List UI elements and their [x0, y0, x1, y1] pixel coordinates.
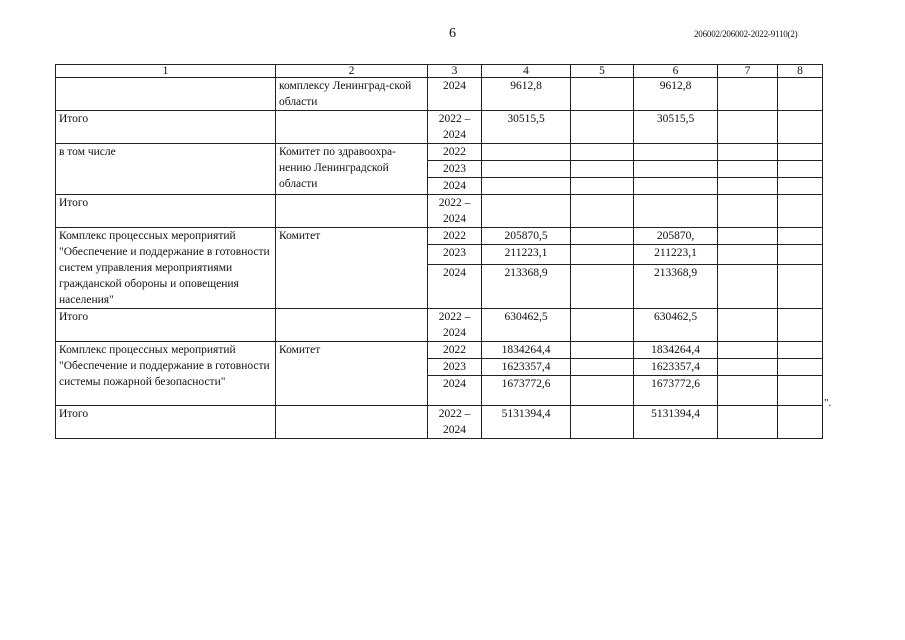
cell-regional: 1673772,6: [634, 376, 718, 406]
cell-total: 213368,9: [482, 264, 571, 308]
cell-executor: [276, 195, 428, 228]
cell-year: 2023: [428, 161, 482, 178]
column-header: 6: [634, 65, 718, 78]
cell-local: [718, 195, 778, 228]
cell-federal: [571, 178, 634, 195]
cell-regional: [634, 195, 718, 228]
column-header: 8: [778, 65, 823, 78]
cell-year: 2024: [428, 178, 482, 195]
cell-regional: 213368,9: [634, 264, 718, 308]
cell-regional: 211223,1: [634, 245, 718, 264]
cell-local: [718, 144, 778, 161]
cell-other: [778, 342, 823, 359]
table-row-total: [56, 195, 823, 228]
cell-federal: [571, 342, 634, 359]
cell-regional: 5131394,4: [634, 406, 718, 439]
cell-executor: Комитет: [276, 228, 428, 309]
document-id: 206002/206002-2022-9110(2): [694, 29, 798, 39]
cell-regional: 30515,5: [634, 111, 718, 144]
cell-local: [718, 359, 778, 376]
cell-regional: 1834264,4: [634, 342, 718, 359]
column-header: 2: [276, 65, 428, 78]
cell-other: [778, 264, 823, 308]
table-row-total: [56, 111, 823, 144]
cell-total: 211223,1: [482, 245, 571, 264]
cell-executor: [276, 111, 428, 144]
cell-total: 630462,5: [482, 309, 571, 342]
cell-other: [778, 195, 823, 228]
cell-executor: Комитет: [276, 342, 428, 406]
cell-year: 2022: [428, 342, 482, 359]
cell-local: [718, 111, 778, 144]
cell-regional: 630462,5: [634, 309, 718, 342]
cell-other: [778, 359, 823, 376]
cell-regional: [634, 144, 718, 161]
cell-other: [778, 309, 823, 342]
cell-federal: [571, 406, 634, 439]
column-header: 4: [482, 65, 571, 78]
column-header: 3: [428, 65, 482, 78]
cell-federal: [571, 195, 634, 228]
cell-program: Итого: [56, 111, 276, 144]
budget-table: [55, 64, 823, 439]
cell-other: [778, 78, 823, 111]
cell-executor: комплексу Ленинград-ской области: [276, 78, 428, 111]
cell-other: [778, 161, 823, 178]
cell-year: 2022 – 2024: [428, 111, 482, 144]
cell-year: 2023: [428, 245, 482, 264]
table-header-row: [56, 65, 823, 78]
table-row: [56, 228, 823, 245]
cell-total: [482, 144, 571, 161]
cell-year: 2022: [428, 144, 482, 161]
cell-year: 2022 – 2024: [428, 406, 482, 439]
cell-local: [718, 342, 778, 359]
cell-year: 2023: [428, 359, 482, 376]
cell-program: в том числе: [56, 144, 276, 195]
cell-other: [778, 406, 823, 439]
cell-total: 9612,8: [482, 78, 571, 111]
cell-federal: [571, 161, 634, 178]
cell-program: Итого: [56, 195, 276, 228]
cell-regional: 1623357,4: [634, 359, 718, 376]
cell-local: [718, 245, 778, 264]
cell-local: [718, 376, 778, 406]
cell-other: [778, 245, 823, 264]
cell-total: [482, 195, 571, 228]
cell-year: 2022: [428, 228, 482, 245]
cell-regional: 9612,8: [634, 78, 718, 111]
cell-program: Итого: [56, 406, 276, 439]
cell-total: 205870,5: [482, 228, 571, 245]
cell-federal: [571, 245, 634, 264]
cell-other: [778, 228, 823, 245]
cell-regional: [634, 178, 718, 195]
closing-quote-mark: ".: [824, 397, 832, 409]
cell-total: 5131394,4: [482, 406, 571, 439]
cell-program: Итого: [56, 309, 276, 342]
cell-year: 2022 – 2024: [428, 195, 482, 228]
cell-year: 2022 – 2024: [428, 309, 482, 342]
cell-program: Комплекс процессных мероприятий "Обеспечение и поддержание в готовности системы пожарной безопасности": [56, 342, 276, 406]
cell-other: [778, 178, 823, 195]
cell-executor: [276, 406, 428, 439]
cell-federal: [571, 309, 634, 342]
cell-program: Комплекс процессных мероприятий "Обеспечение и поддержание в готовности систем управления мероприятиями гражданской обороны и оповещения населения": [56, 228, 276, 309]
cell-total: 1623357,4: [482, 359, 571, 376]
cell-total: 1834264,4: [482, 342, 571, 359]
cell-total: 30515,5: [482, 111, 571, 144]
cell-total: 1673772,6: [482, 376, 571, 406]
cell-federal: [571, 264, 634, 308]
cell-year: 2024: [428, 264, 482, 308]
cell-other: [778, 144, 823, 161]
cell-federal: [571, 376, 634, 406]
cell-local: [718, 228, 778, 245]
cell-local: [718, 178, 778, 195]
cell-local: [718, 78, 778, 111]
cell-federal: [571, 144, 634, 161]
cell-local: [718, 309, 778, 342]
page-number: 6: [449, 26, 456, 41]
table-row-total: [56, 309, 823, 342]
cell-other: [778, 111, 823, 144]
cell-other: [778, 376, 823, 406]
cell-federal: [571, 78, 634, 111]
table-row-total: [56, 406, 823, 439]
column-header: 5: [571, 65, 634, 78]
column-header: 7: [718, 65, 778, 78]
cell-program: [56, 78, 276, 111]
cell-local: [718, 406, 778, 439]
cell-year: 2024: [428, 78, 482, 111]
cell-regional: 205870,: [634, 228, 718, 245]
cell-year: 2024: [428, 376, 482, 406]
cell-total: [482, 161, 571, 178]
cell-regional: [634, 161, 718, 178]
cell-executor: [276, 309, 428, 342]
cell-executor: Комитет по здравоохра-нению Ленинградской области: [276, 144, 428, 195]
cell-local: [718, 161, 778, 178]
column-header: 1: [56, 65, 276, 78]
cell-local: [718, 264, 778, 308]
cell-federal: [571, 228, 634, 245]
cell-total: [482, 178, 571, 195]
cell-federal: [571, 359, 634, 376]
table-row: [56, 342, 823, 359]
table-row: [56, 78, 823, 111]
cell-federal: [571, 111, 634, 144]
table-row: [56, 144, 823, 161]
